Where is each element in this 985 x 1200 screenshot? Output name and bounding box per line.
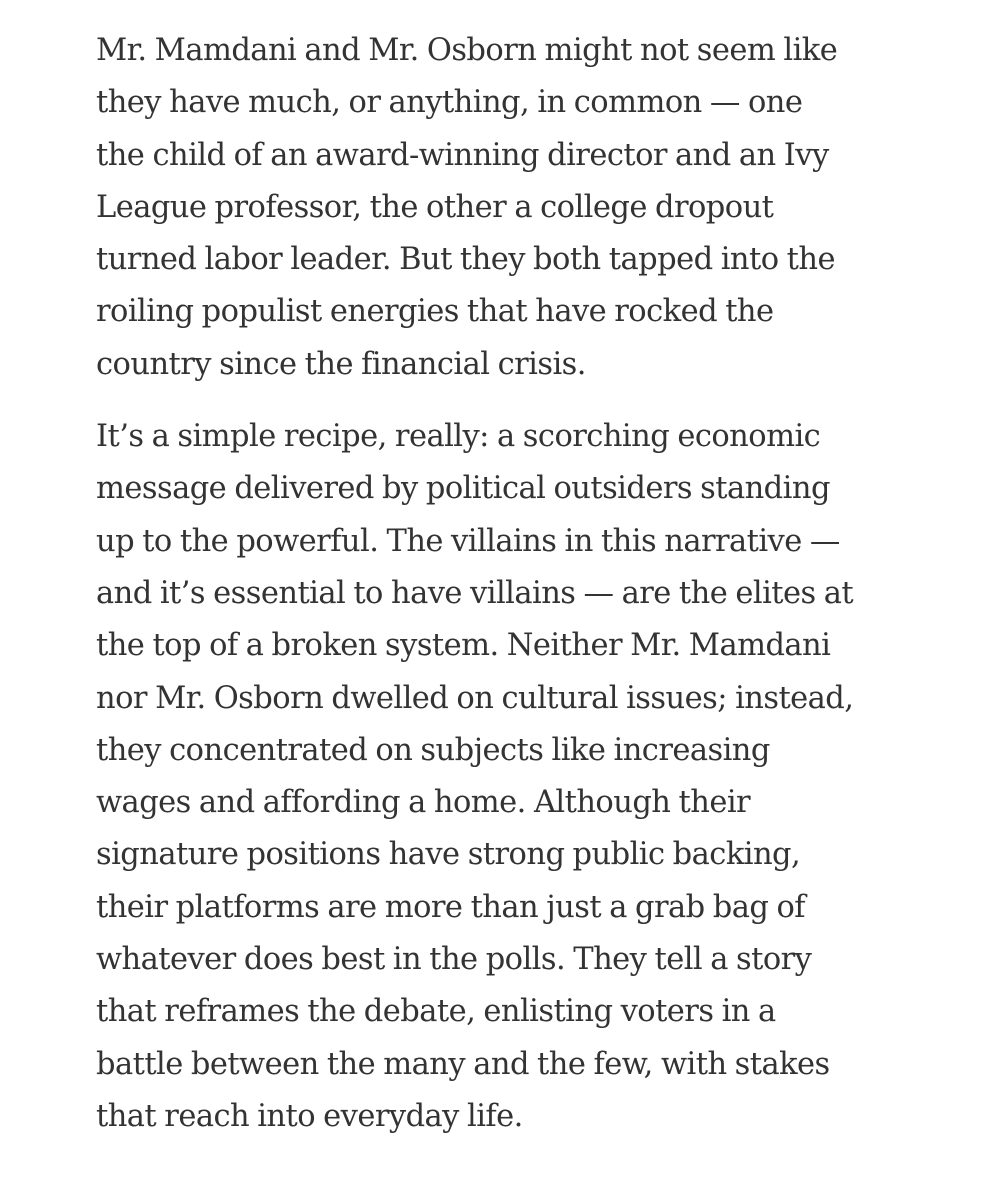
paragraph-line: It’s a simple recipe, really: a scorching economic	[96, 419, 821, 455]
paragraph-line: they concentrated on subjects like increasing	[96, 732, 770, 768]
paragraph-line: battle between the many and the few, with stakes	[96, 1046, 830, 1082]
paragraph-line: the top of a broken system. Neither Mr. Mamdani	[96, 628, 831, 664]
paragraph-line: country since the financial crisis.	[96, 346, 586, 382]
paragraph-line: and it’s essential to have villains — are the elites at	[96, 575, 854, 611]
paragraph-line: they have much, or anything, in common — one	[96, 85, 803, 121]
paragraph-line: Mr. Mamdani and Mr. Osborn might not seem like	[96, 33, 838, 68]
paragraph-line: up to the powerful. The villains in this narrative —	[96, 523, 840, 559]
article-body	[96, 25, 966, 1143]
paragraph-line: that reach into everyday life.	[96, 1098, 523, 1134]
paragraph-line: wages and affording a home. Although their	[96, 785, 751, 821]
paragraph-line: League professor, the other a college dropout	[96, 189, 774, 225]
paragraph-line: message delivered by political outsiders standing	[96, 471, 830, 507]
paragraph-2	[96, 411, 966, 1143]
paragraph-line: whatever does best in the polls. They tell a story	[96, 942, 812, 978]
paragraph-line: signature positions have strong public backing,	[96, 837, 801, 873]
paragraph-line: turned labor leader. But they both tapped into the	[96, 242, 835, 278]
paragraph-line: nor Mr. Osborn dwelled on cultural issues; instead,	[96, 680, 854, 716]
paragraph-line: that reframes the debate, enlisting voters in a	[96, 994, 776, 1030]
paragraph-line: the child of an award-winning director and an Ivy	[96, 137, 829, 173]
paragraph-1	[96, 25, 966, 391]
paragraph-line: their platforms are more than just a grab bag of	[96, 889, 806, 925]
paragraph-line: roiling populist energies that have rocked the	[96, 294, 774, 330]
